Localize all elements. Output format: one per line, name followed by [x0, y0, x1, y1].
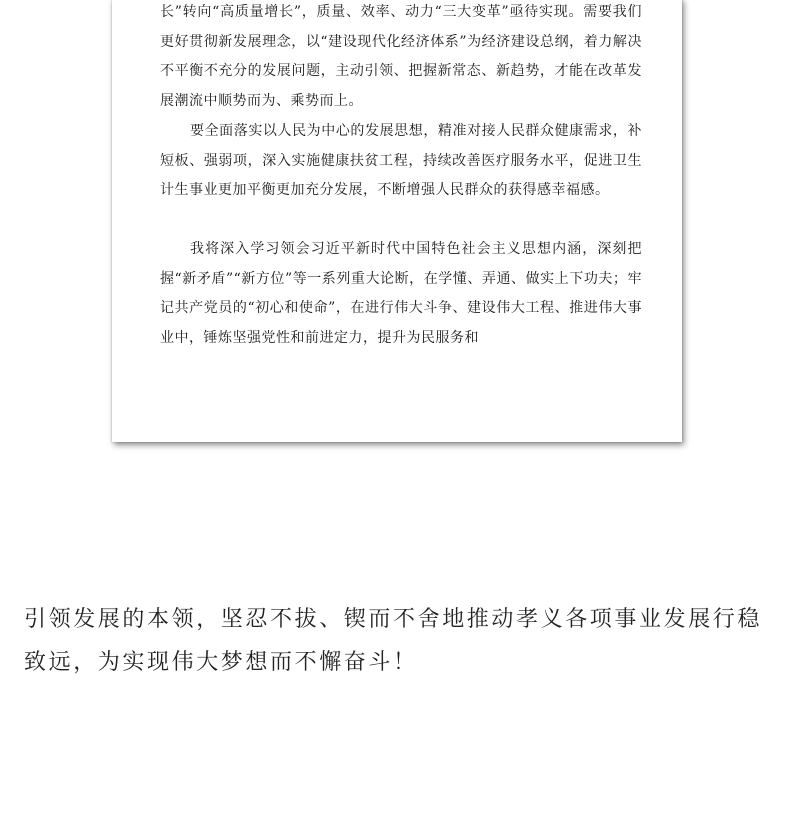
document-paragraph-3: 我将深入学习领会习近平新时代中国特色社会主义思想内涵，深刻把握“新矛盾”“新方位”等一系列重大论断，在学懂、弄通、做实上下功夫；牢记共产党员的“初心和使命”，在进行伟大斗争、建设伟大工程、推进伟大事业中，锤炼坚强党性和前进定力，提升为民服务和: [160, 241, 642, 346]
document-page-preview: [112, 0, 682, 442]
document-paragraph-2: 要全面落实以人民为中心的发展思想，精准对接人民群众健康需求，补短板、强弱项，深入实施健康扶贫工程，持续改善医疗服务水平，促进卫生计生事业更加平衡更加充分发展，不断增强人民群众的获得感幸福感。: [160, 123, 642, 199]
continuation-text: 引领发展的本领，坚忍不拔、锲而不舍地推动孝义各项事业发展行稳致远，为实现伟大梦想而不懈奋斗！: [24, 607, 763, 675]
document-paragraph-1: 长”转向“高质量增长”，质量、效率、动力“三大变革”亟待实现。需要我们更好贯彻新发展理念，以“建设现代化经济体系”为经济建设总纲，着力解决不平衡不充分的发展问题，主动引领、把握新常态、新趋势，才能在改革发展潮流中顺势而为、乘势而上。: [160, 4, 642, 109]
